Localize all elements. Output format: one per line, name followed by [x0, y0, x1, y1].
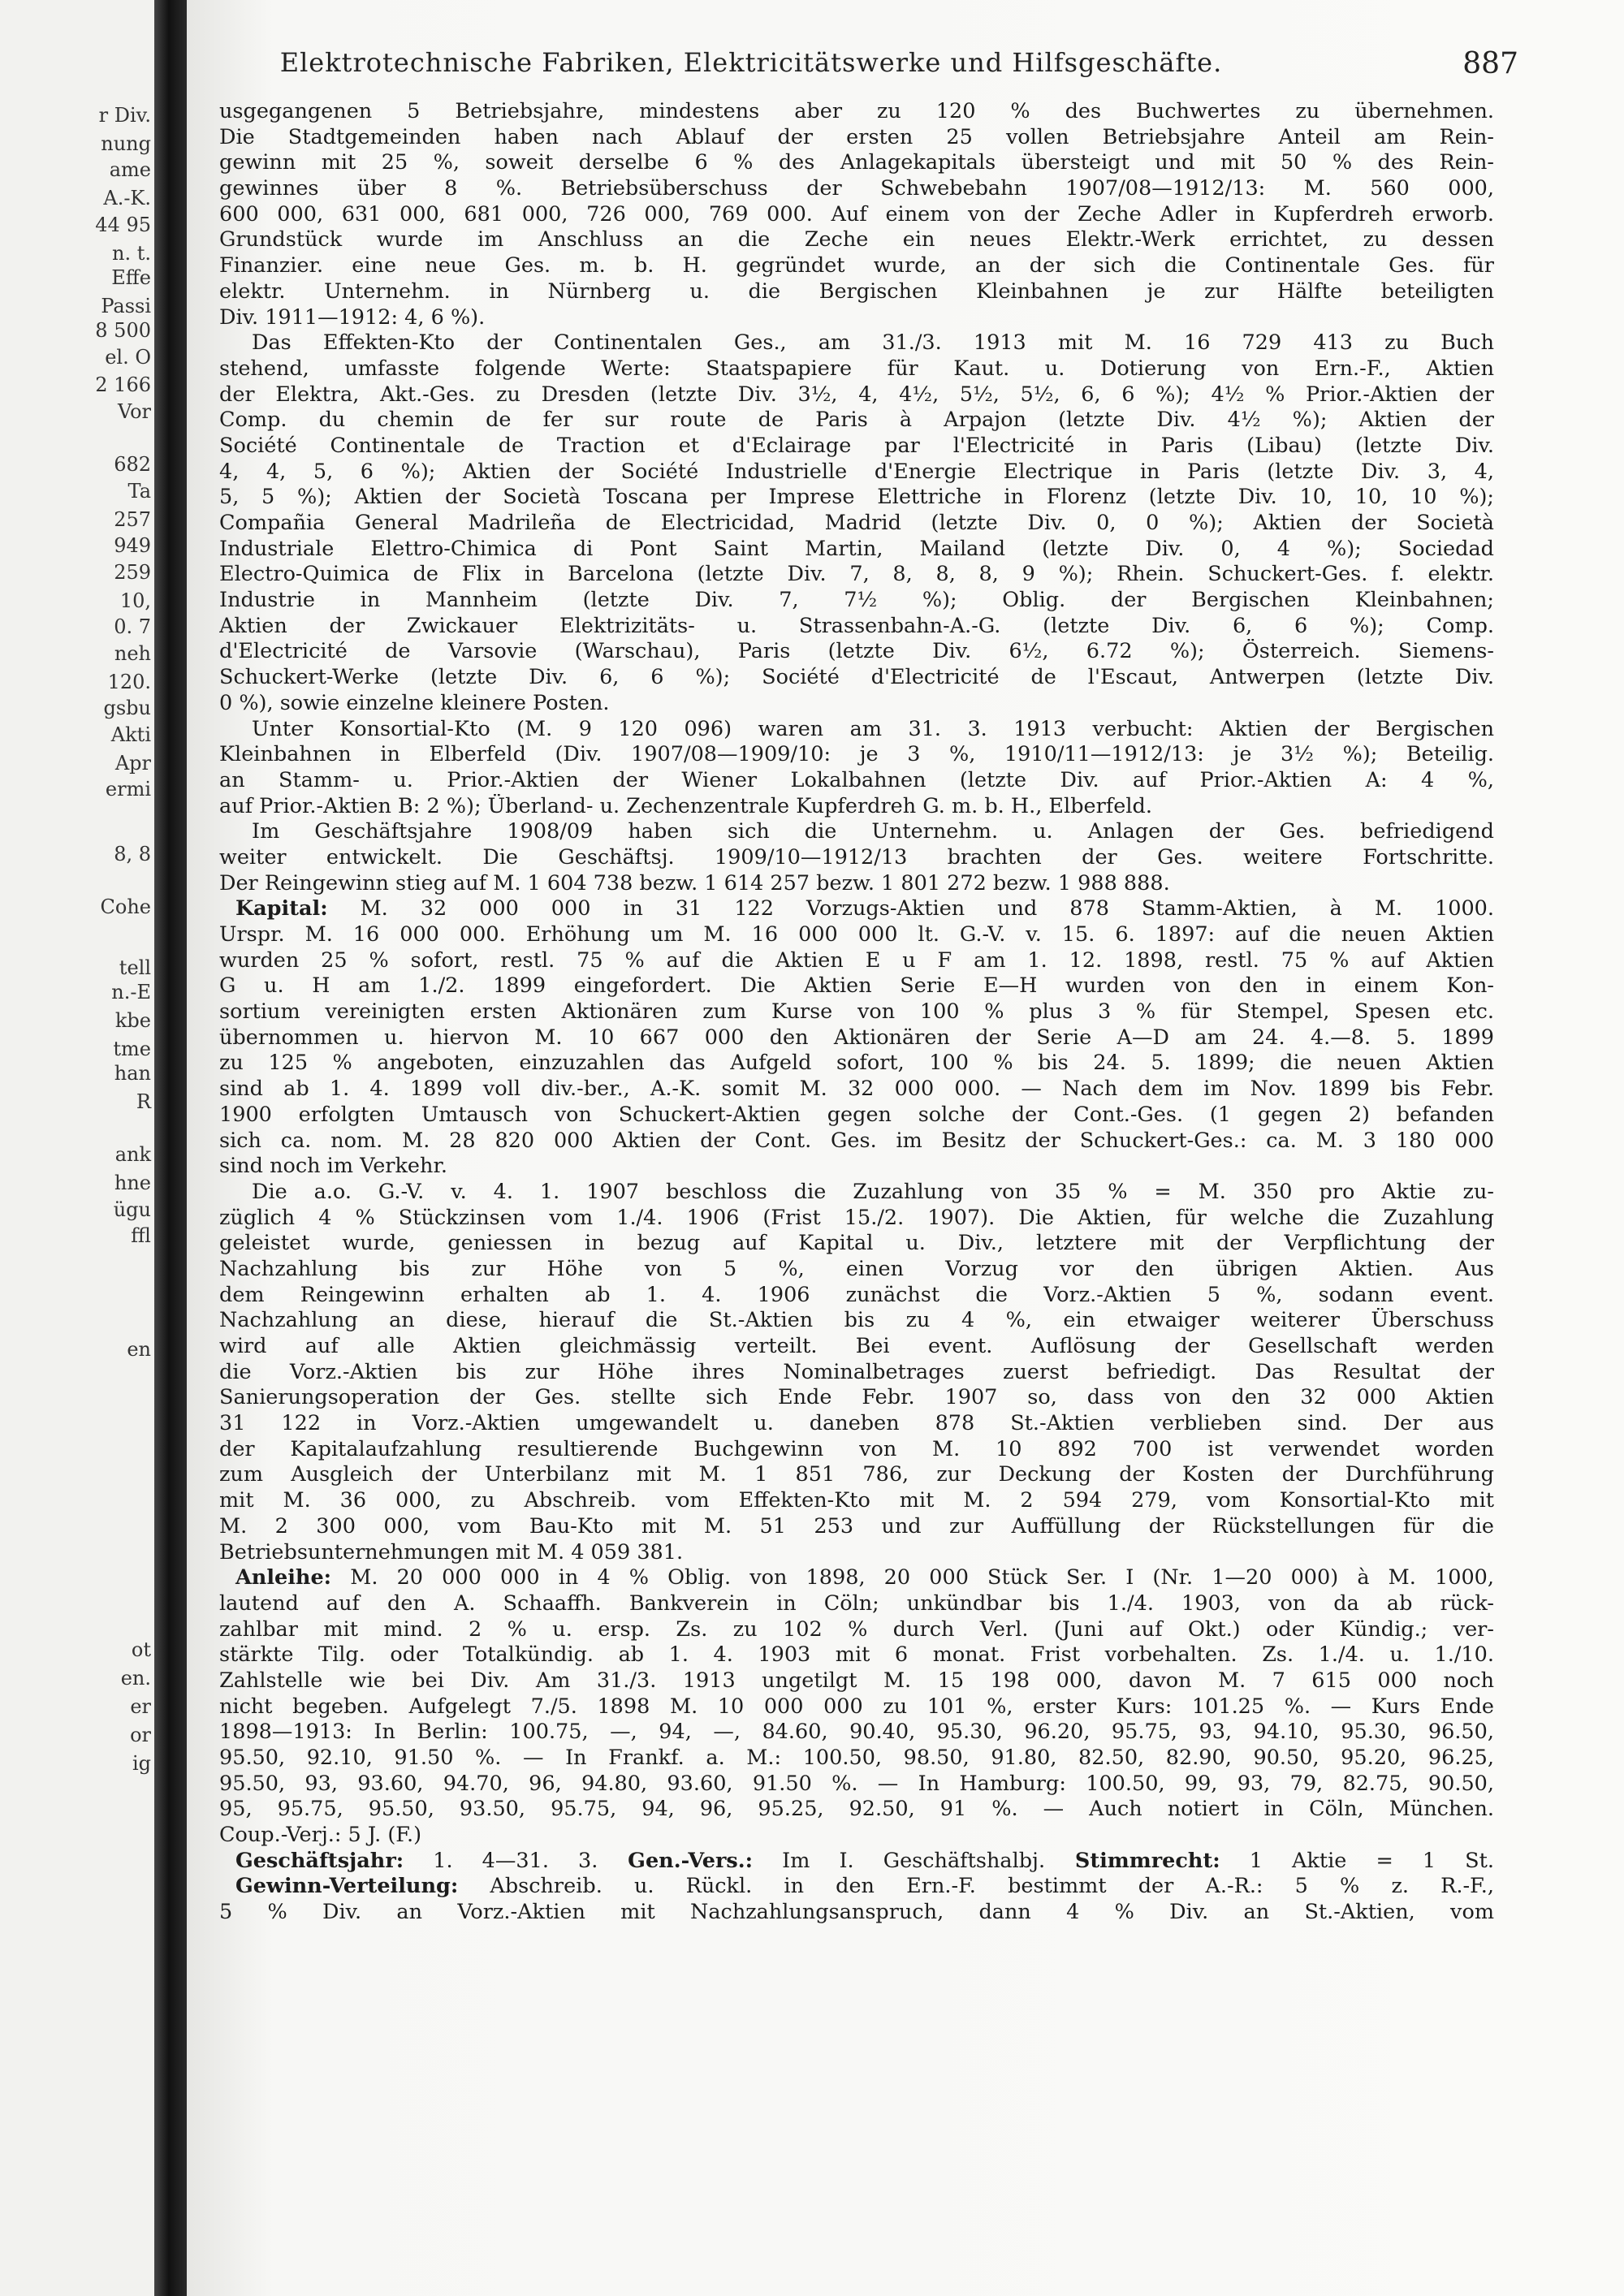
line-text: Finanzier. eine neue Ges. m. b. H. gegründet wurde, an der sich die Continentale Ges. für	[219, 253, 1494, 278]
line-text: sortium vereinigten ersten Aktionären zum Kurse von 100 % plus 3 % für Stempel, Spesen etc.	[219, 999, 1494, 1025]
line-text: Kleinbahnen in Elberfeld (Div. 1907/08—1909/10: je 3 %, 1910/11—1912/13: je 3½ %); Beteilig.	[219, 742, 1494, 767]
text-line	[219, 434, 1494, 460]
previous-page-fragment: ank	[114, 1143, 151, 1166]
line-text: Urspr. M. 16 000 000. Erhöhung um M. 16 000 000 lt. G.-V. v. 15. 6. 1897: auf die neuen Aktien	[219, 922, 1494, 947]
line-text: geleistet wurde, geniessen in bezug auf Kapital u. Div., letztere mit der Verpflichtung der	[219, 1231, 1494, 1256]
previous-page-fragment: Vor	[117, 400, 151, 423]
text-line	[219, 1206, 1494, 1232]
previous-page-fragment: er	[130, 1695, 151, 1718]
text-line	[219, 460, 1494, 486]
previous-page-fragment: kbe	[114, 1009, 151, 1032]
text-line	[219, 1180, 1494, 1206]
text-line	[219, 1308, 1494, 1334]
line-text: 1898—1913: In Berlin: 100.75, —, 94, —, 84.60, 90.40, 95.30, 96.20, 95.75, 93, 94.10, 95.30, 96.50,	[219, 1720, 1494, 1745]
text-line	[219, 1462, 1494, 1488]
line-text: Die Stadtgemeinden haben nach Ablauf der ersten 25 vollen Betriebsjahre Anteil am Rein-	[219, 124, 1494, 149]
line-text: gewinnes über 8 %. Betriebsüberschuss der Schwebebahn 1907/08—1912/13: M. 560 000,	[219, 176, 1494, 201]
text-line	[219, 1257, 1494, 1283]
text-line	[219, 1360, 1494, 1386]
line-text: 5, 5 %); Aktien der Società Toscana per Imprese Elettriche in Florenz (letzte Div. 10, 10, 10 %);	[219, 485, 1494, 510]
line-text: 95.50, 92.10, 91.50 %. — In Frankf. a. M.: 100.50, 98.50, 91.80, 82.50, 82.90, 90.50, 95.20, 96.25,	[219, 1746, 1494, 1770]
text-line	[219, 227, 1494, 253]
text-line	[219, 614, 1494, 640]
line-text: Unter Konsortial-Kto (M. 9 120 096) waren am 31. 3. 1913 verbucht: Aktien der Bergischen	[252, 716, 1494, 741]
previous-page-fragment: Passi	[101, 295, 151, 317]
previous-page-fragment: 0. 7	[114, 615, 151, 638]
line-text: die Vorz.-Aktien bis zur Höhe ihres Nominalbetrages zuerst befriedigt. Das Resultat der	[219, 1359, 1494, 1384]
text-line	[219, 1514, 1494, 1540]
previous-page-fragment: Effe	[111, 266, 151, 289]
text-line	[219, 1025, 1494, 1051]
line-text: Betriebsunternehmungen mit M. 4 059 381.	[219, 1539, 684, 1564]
text-line	[219, 999, 1494, 1025]
line-text: M. 2 300 000, vom Bau-Kto mit M. 51 253 und zur Auffüllung der Rückstellungen für die	[219, 1513, 1494, 1539]
text-line	[219, 356, 1494, 382]
previous-page-fragment: ame	[109, 158, 151, 181]
line-text: Div. 1911—1912: 4, 6 %).	[219, 304, 486, 330]
text-line	[219, 485, 1494, 511]
line-text: 1900 erfolgten Umtausch von Schuckert-Aktien gegen solche der Cont.-Ges. (1 gegen 2) befanden	[219, 1102, 1494, 1127]
line-text: mit M. 36 000, zu Abschreib. vom Effekten-Kto mit M. 2 594 279, vom Konsortial-Kto mit	[219, 1488, 1494, 1513]
previous-page-fragment: R	[136, 1090, 151, 1113]
section-label: Gewinn-Verteilung:	[235, 1874, 459, 1899]
text-line	[219, 253, 1494, 279]
previous-page-fragment: 44 95	[95, 214, 151, 236]
line-text: übernommen u. hiervon M. 10 667 000 den Aktionären der Serie A—D am 24. 4.—8. 5. 1899	[219, 1025, 1494, 1050]
line-text: zu 125 % angeboten, einzuzahlen das Aufgeld sofort, 100 % bis 24. 5. 1899; die neuen Aktien	[219, 1051, 1494, 1076]
line-text: stärkte Tilg. oder Totalkündig. ab 1. 4. 1903 mit 6 monat. Frist vorbehalten. Zs. 1./4. u. 1./10.	[219, 1642, 1494, 1668]
text-line	[219, 1565, 1494, 1591]
previous-page-fragment: n. t.	[112, 242, 151, 265]
previous-page-fragment: tme	[113, 1038, 151, 1060]
section-label: Kapital:	[235, 896, 328, 921]
text-line	[219, 125, 1494, 151]
line-text: Abschreib. u. Rückl. in den Ern.-F. bestimmt der A.-R.: 5 % z. R.-F.,	[458, 1874, 1494, 1899]
text-line	[219, 588, 1494, 614]
text-line	[219, 1051, 1494, 1077]
text-line	[219, 537, 1494, 563]
line-text: Der Reingewinn stieg auf M. 1 604 738 bezw. 1 614 257 bezw. 1 801 272 bezw. 1 988 888.	[219, 870, 1170, 896]
previous-page-fragment: 949	[114, 534, 151, 557]
line-text: Die a.o. G.-V. v. 4. 1. 1907 beschloss die Zuzahlung von 35 % = M. 350 pro Aktie zu-	[252, 1179, 1494, 1204]
line-text: 1 Aktie = 1 St.	[1220, 1848, 1494, 1873]
previous-page-fragment: el. O	[105, 346, 151, 369]
text-line	[219, 1720, 1494, 1746]
text-line	[219, 896, 1494, 922]
text-line	[219, 305, 1494, 331]
line-text: an Stamm- u. Prior.-Aktien der Wiener Lokalbahnen (letzte Div. auf Prior.-Aktien A: 4 %,	[219, 767, 1494, 792]
text-line	[219, 330, 1494, 356]
previous-page-fragment: r Div.	[98, 104, 151, 127]
line-text: elektr. Unternehm. in Nürnberg u. die Bergischen Kleinbahnen je zur Hälfte beteiligten	[219, 278, 1494, 304]
line-text: zahlbar mit mind. 2 % u. ersp. Zs. zu 102 % durch Verl. (Juni auf Okt.) oder Kündig.; ver-	[219, 1616, 1494, 1642]
line-text: Schuckert-Werke (letzte Div. 6, 6 %); Société d'Electricité de l'Escaut, Antwerpen (letzte Div.	[219, 665, 1494, 690]
previous-page-fragment: Cohe	[100, 896, 151, 918]
text-line	[219, 1437, 1494, 1463]
previous-page-fragment: 257	[114, 508, 151, 531]
line-text: Im Geschäftsjahre 1908/09 haben sich die Unternehm. u. Anlagen der Ges. befriedigend	[252, 819, 1494, 844]
text-line	[219, 717, 1494, 743]
previous-page-fragment: n.-E	[111, 981, 151, 1003]
text-line	[219, 742, 1494, 768]
section-label: Gen.-Vers.:	[598, 1848, 754, 1873]
text-line	[219, 1540, 1494, 1566]
text-line	[219, 768, 1494, 794]
line-text: 0 %), sowie einzelne kleinere Posten.	[219, 690, 610, 715]
previous-page-fragment: 682	[114, 453, 151, 476]
line-text: wird auf alle Aktien gleichmässig verteilt. Bei event. Auflösung der Gesellschaft werden	[219, 1334, 1494, 1358]
previous-page-fragment: ig	[132, 1752, 151, 1775]
previous-page-fragment: nung	[101, 132, 151, 155]
line-text: 5 % Div. an Vorz.-Aktien mit Nachzahlungsanspruch, dann 4 % Div. an St.-Aktien, vom	[219, 1900, 1494, 1925]
line-text: sich ca. nom. M. 28 820 000 Aktien der Cont. Ges. im Besitz der Schuckert-Ges.: ca. M. 3 180 000	[219, 1128, 1494, 1153]
text-line	[219, 562, 1494, 588]
line-text: züglich 4 % Stückzinsen vom 1./4. 1906 (Frist 15./2. 1907). Die Aktien, für welche die Zuzahlung	[219, 1205, 1494, 1230]
line-text: Nachzahlung bis zur Höhe von 5 %, einen Vorzug vor den übrigen Aktien. Aus	[219, 1256, 1494, 1281]
book-gutter	[154, 0, 187, 2296]
previous-page-fragment: neh	[114, 642, 151, 665]
previous-page-fragment: 10,	[119, 589, 151, 612]
previous-page-fragment: Apr	[114, 752, 151, 775]
line-text: Coup.-Verj.: 5 J. (F.)	[219, 1823, 422, 1848]
line-text: M. 32 000 000 in 31 122 Vorzugs-Aktien und 878 Stamm-Aktien, à M. 1000.	[327, 896, 1494, 921]
text-line	[219, 845, 1494, 871]
line-text: sind noch im Verkehr.	[219, 1154, 447, 1179]
line-text: auf Prior.-Aktien B: 2 %); Überland- u. Zechenzentrale Kupferdreh G. m. b. H., Elberfeld.	[219, 793, 1152, 818]
text-line	[219, 973, 1494, 999]
line-text: Electro-Quimica de Flix in Barcelona (letzte Div. 7, 8, 8, 8, 9 %); Rhein. Schuckert-Ges. f. elektr.	[219, 562, 1494, 587]
previous-page-fragment: or	[130, 1724, 151, 1746]
line-text: Industriale Elettro-Chimica di Pont Saint Martin, Mailand (letzte Div. 0, 4 %); Sociedad	[219, 536, 1494, 561]
previous-page-fragment: ermi	[105, 778, 151, 801]
previous-page-fragment: hne	[114, 1172, 151, 1194]
text-line	[219, 1283, 1494, 1309]
line-text: Comp. du chemin de fer sur route de Paris à Arpajon (letzte Div. 4½ %); Aktien der	[219, 408, 1494, 433]
text-line	[219, 99, 1494, 125]
text-line	[219, 1874, 1494, 1900]
text-line	[219, 1103, 1494, 1129]
section-label: Anleihe:	[235, 1565, 332, 1590]
line-text: weiter entwickelt. Die Geschäftsj. 1909/10—1912/13 brachten der Ges. weitere Fortschritte.	[219, 844, 1494, 870]
text-line	[219, 794, 1494, 820]
text-line	[219, 871, 1494, 897]
line-text: G u. H am 1./2. 1899 eingefordert. Die Aktien Serie E—H wurden von den in einem Kon-	[219, 973, 1494, 999]
text-line	[219, 819, 1494, 845]
text-line	[219, 1617, 1494, 1643]
previous-page-fragment: en	[127, 1338, 151, 1361]
text-line	[219, 1746, 1494, 1772]
line-text: Zahlstelle wie bei Div. Am 31./3. 1913 ungetilgt M. 15 198 000, davon M. 7 615 000 noch	[219, 1668, 1494, 1693]
text-line	[219, 922, 1494, 948]
text-line	[219, 202, 1494, 228]
text-line	[219, 279, 1494, 305]
line-text: der Elektra, Akt.-Ges. zu Dresden (letzte Div. 3½, 4, 4½, 5½, 5½, 6, 6 %); 4½ % Prior.-Aktien der	[219, 382, 1494, 407]
line-text: stehend, umfasste folgende Werte: Staatspapiere für Kaut. u. Dotierung von Ern.-F., Aktien	[219, 356, 1494, 381]
previous-page-fragment: 8, 8	[114, 843, 151, 865]
line-text: lautend auf den A. Schaaffh. Bankverein in Cöln; unkündbar bis 1./4. 1903, von da ab rück-	[219, 1590, 1494, 1616]
line-text: sind ab 1. 4. 1899 voll div.-ber., A.-K. somit M. 32 000 000. — Nach dem im Nov. 1899 bis Febr.	[219, 1077, 1494, 1102]
line-text: Im I. Geschäftshalbj.	[753, 1848, 1046, 1873]
text-line	[219, 382, 1494, 408]
text-line	[219, 1077, 1494, 1103]
line-text: 1. 4—31. 3.	[404, 1848, 598, 1873]
previous-page-fragment: A.-K.	[103, 187, 151, 209]
text-line	[219, 1772, 1494, 1798]
line-text: zum Ausgleich der Unterbilanz mit M. 1 851 786, zur Deckung der Kosten der Durchführung	[219, 1462, 1494, 1487]
text-line	[219, 1591, 1494, 1617]
line-text: Nachzahlung an diese, hierauf die St.-Aktien bis zu 4 %, ein etwaiger weiterer Überschuss	[219, 1308, 1494, 1333]
text-line	[219, 1385, 1494, 1411]
line-text: gewinn mit 25 %, soweit derselbe 6 % des Anlagekapitals übersteigt und mit 50 % des Rein-	[219, 150, 1494, 175]
text-line	[219, 1129, 1494, 1154]
line-text: d'Electricité de Varsovie (Warschau), Paris (letzte Div. 6½, 6.72 %); Österreich. Siemens-	[219, 639, 1494, 664]
line-text: Sanierungsoperation der Ges. stellte sich Ende Febr. 1907 so, dass von den 32 000 Aktien	[219, 1385, 1494, 1410]
line-text: wurden 25 % sofort, restl. 75 % auf die Aktien E u F am 1. 12. 1898, restl. 75 % auf Aktien	[219, 947, 1494, 973]
text-line	[219, 1411, 1494, 1437]
text-line	[219, 1900, 1494, 1926]
text-line	[219, 1154, 1494, 1180]
line-text: M. 20 000 000 in 4 % Oblig. von 1898, 20 000 Stück Ser. I (Nr. 1—20 000) à M. 1000,	[331, 1565, 1494, 1590]
text-line	[219, 1334, 1494, 1360]
text-line	[219, 1642, 1494, 1668]
text-line	[219, 1668, 1494, 1694]
body-text	[219, 99, 1494, 1926]
text-line	[219, 176, 1494, 202]
line-text: Grundstück wurde im Anschluss an die Zeche ein neues Elektr.-Werk errichtet, zu dessen	[219, 227, 1494, 252]
line-text: 95.50, 93, 93.60, 94.70, 96, 94.80, 93.60, 91.50 %. — In Hamburg: 100.50, 99, 93, 79, 82.75, 90.50,	[219, 1771, 1494, 1796]
previous-page-fragment: Ta	[127, 480, 151, 503]
line-text: 600 000, 631 000, 681 000, 726 000, 769 000. Auf einem von der Zeche Adler in Kupferdreh erworb.	[219, 201, 1494, 227]
line-text: 31 122 in Vorz.-Aktien umgewandelt u. daneben 878 St.-Aktien verblieben sind. Der aus	[219, 1411, 1494, 1436]
line-text: 95, 95.75, 95.50, 93.50, 95.75, 94, 96, 95.25, 92.50, 91 %. — Auch notiert in Cöln, München.	[219, 1797, 1494, 1822]
text-line	[219, 1488, 1494, 1514]
line-text: Aktien der Zwickauer Elektrizitäts- u. Strassenbahn-A.-G. (letzte Div. 6, 6 %); Comp.	[219, 613, 1494, 638]
previous-page-fragment: ügu	[113, 1198, 151, 1221]
previous-page-fragment: 259	[114, 561, 151, 584]
previous-page-fragment: en.	[120, 1667, 151, 1690]
line-text: 4, 4, 5, 6 %); Aktien der Société Industrielle d'Energie Electrique in Paris (letzte Div. 3, 4,	[219, 459, 1494, 484]
previous-page-fragment: ot	[131, 1638, 151, 1661]
line-text: dem Reingewinn erhalten ab 1. 4. 1906 zunächst die Vorz.-Aktien 5 %, sodann event.	[219, 1282, 1494, 1307]
line-text: nicht begeben. Aufgelegt 7./5. 1898 M. 10 000 000 zu 101 %, erster Kurs: 101.25 %. — Kurs Ende	[219, 1694, 1494, 1719]
text-line	[219, 1849, 1494, 1875]
previous-page-fragment: tell	[119, 956, 151, 979]
line-text: Das Effekten-Kto der Continentalen Ges., am 31./3. 1913 mit M. 16 729 413 zu Buch	[252, 330, 1494, 356]
previous-page-fragment: han	[114, 1062, 151, 1085]
previous-page-fragment: 8 500	[95, 319, 151, 342]
text-line	[219, 511, 1494, 537]
text-line	[219, 150, 1494, 176]
line-text: Industrie in Mannheim (letzte Div. 7, 7½ %); Oblig. der Bergischen Kleinbahnen;	[219, 588, 1494, 613]
text-line	[219, 691, 1494, 717]
text-line	[219, 1231, 1494, 1257]
page-number: 887	[1462, 47, 1518, 80]
text-line	[219, 1694, 1494, 1720]
previous-page-fragment: Akti	[110, 723, 151, 746]
line-text: der Kapitalaufzahlung resultierende Buchgewinn von M. 10 892 700 ist verwendet worden	[219, 1436, 1494, 1461]
text-line	[219, 665, 1494, 691]
line-text: Compañia General Madrileña de Electricidad, Madrid (letzte Div. 0, 0 %); Aktien der Società	[219, 511, 1494, 535]
previous-page-fragment: 2 166	[95, 373, 151, 396]
text-line	[219, 948, 1494, 974]
section-label: Stimmrecht:	[1045, 1848, 1220, 1873]
line-text: Société Continentale de Traction et d'Eclairage par l'Electricité in Paris (Libau) (letzte Div.	[219, 433, 1494, 458]
previous-page-fragment: 120.	[107, 671, 151, 693]
previous-page-strip	[0, 0, 154, 2296]
running-header: Elektrotechnische Fabriken, Elektricitätswerke und Hilfsgeschäfte.	[279, 47, 1223, 78]
text-line	[219, 408, 1494, 434]
line-text: usgegangenen 5 Betriebsjahre, mindestens aber zu 120 % des Buchwertes zu übernehmen.	[219, 99, 1494, 123]
text-line	[219, 1797, 1494, 1823]
previous-page-fragment: ffl	[131, 1224, 151, 1247]
text-line	[219, 1823, 1494, 1849]
section-label: Geschäftsjahr:	[235, 1848, 404, 1873]
text-line	[219, 639, 1494, 665]
previous-page-fragment: gsbu	[103, 697, 151, 719]
